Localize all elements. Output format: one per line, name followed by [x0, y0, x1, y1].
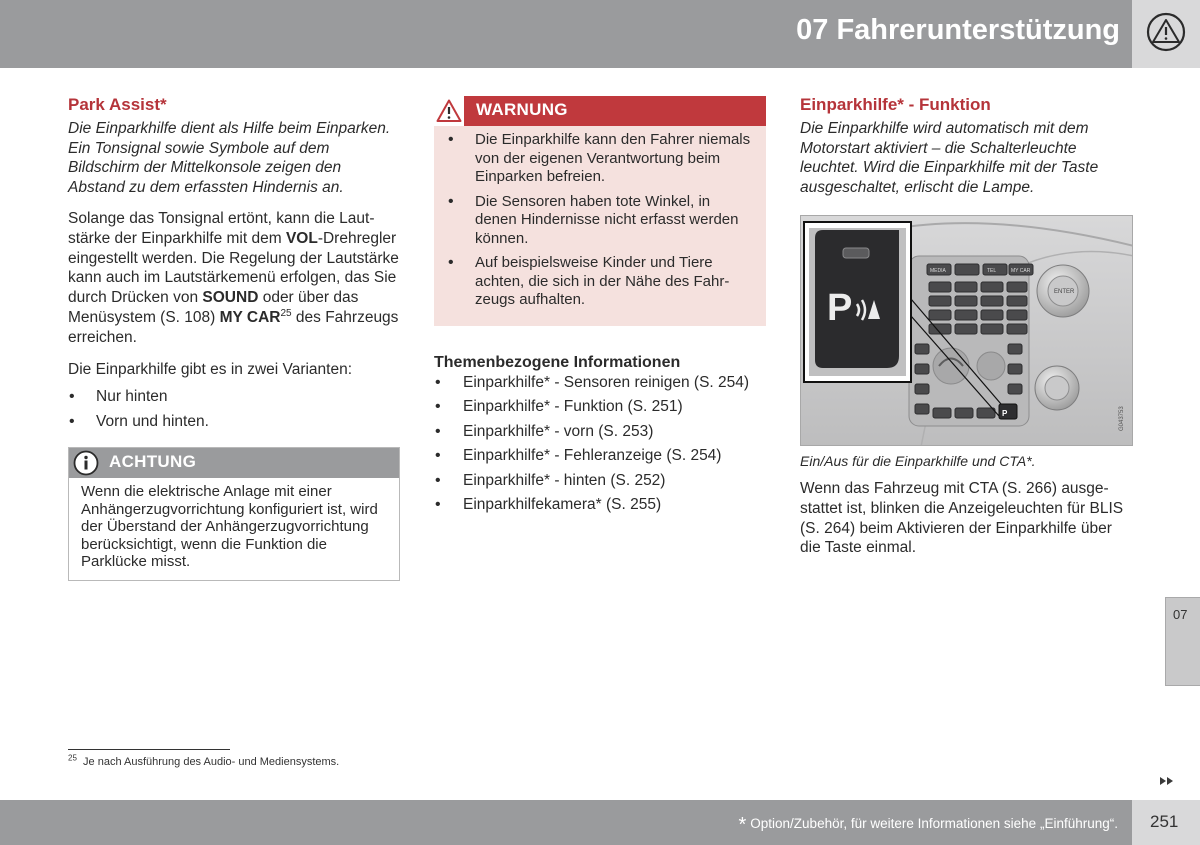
footer-note: * Option/Zubehör, für weitere Informationen siehe „Einführung“.	[738, 814, 1118, 836]
warnung-list	[434, 126, 766, 326]
header-icon-box	[1132, 0, 1200, 68]
figure-button-label: ENTER	[1054, 289, 1075, 295]
warnung-icon-box	[434, 96, 464, 126]
achtung-notice	[68, 447, 400, 581]
figure-caption: Ein/Aus für die Einparkhilfe und CTA*.	[800, 453, 1036, 469]
achtung-text: Wenn die elektrische Anlage mit einer Anhängerzugvorrichtung konfiguriert ist, wird der Überstand der Anhängerzugvorrichtung berücksichtigt, wenn die Funktion die Parklücke misst.	[81, 483, 378, 571]
cta-paragraph: Wenn das Fahrzeug mit CTA (S. 266) ausgestattet ist, blinken die Anzeigeleuchten für BLIS (S. 264) beim Aktivieren der Einparkhilfe über die Taste einmal.	[800, 480, 1124, 557]
list-item: • Nur hinten	[68, 387, 400, 407]
section-intro: Die Einparkhilfe dient als Hilfe beim Einparken. Ein Tonsignal sowie Symbole auf dem Bildschirm der Mittelkonsole zeigen den Abstand zu dem erfassten Hindernis an.	[68, 120, 391, 196]
page-number: 251	[1150, 812, 1179, 831]
continue-arrow-icon[interactable]	[1159, 776, 1175, 786]
warnung-label: WARNUNG	[476, 100, 568, 119]
related-link[interactable]: • Einparkhilfe* - Sensoren reinigen (S. 254)	[434, 373, 766, 393]
list-item: • Die Einparkhilfe kann den Fahrer niemals von der eigenen Verantwortung beim Einparken befreien.	[448, 131, 752, 187]
related-info-list	[434, 373, 766, 515]
warning-triangle-icon	[436, 99, 462, 123]
achtung-header	[69, 448, 399, 478]
section-intro: Die Einparkhilfe wird automatisch mit dem Motorstart aktiviert – die Schalterleuchte leuchtet. Wird die Einparkhilfe mit der Taste ausgeschaltet, erlischt die Lampe.	[800, 120, 1099, 196]
variants-list	[68, 387, 400, 431]
related-link[interactable]: • Einparkhilfe* - hinten (S. 252)	[434, 471, 766, 491]
footnote-number: 25	[68, 753, 77, 763]
column-left	[68, 94, 400, 581]
chapter-title: 07 Fahrerunterstützung	[796, 14, 1120, 46]
section-title-park-assist: Park Assist*	[68, 95, 167, 114]
figure-small-button-symbol: P	[1002, 409, 1008, 418]
figure-button-symbol: P	[827, 287, 853, 329]
volume-paragraph: Solange das Tonsignal ertönt, kann die Lautstärke der Einparkhilfe mit dem VOL-Drehregler eingestellt werden. Die Regelung der Lautstärke kann auch im Lautstärkemenü erfolgen, das Sie durch Drücken von SOUND oder über das Menüsystem (S. 108) MY CAR$^{25}$ des Fahrzeugs erreichen.	[68, 210, 399, 346]
page-number-box	[1132, 800, 1200, 845]
list-item: • Vorn und hinten.	[68, 412, 400, 432]
center-console-illustration	[801, 216, 1133, 446]
figure-button-label: MEDIA	[930, 268, 946, 274]
section-title-function: Einparkhilfe* - Funktion	[800, 95, 991, 114]
list-item: • Auf beispielsweise Kinder und Tiere achten, die sich in der Nähe des Fahrzeugs aufhalten.	[448, 254, 752, 310]
footnote-text: Je nach Ausführung des Audio- und Mediensystems.	[83, 756, 340, 768]
list-item: • Die Sensoren haben tote Winkel, in denen Hindernisse nicht erfasst werden können.	[448, 193, 752, 249]
related-info-title: Themenbezogene Informationen	[434, 353, 681, 371]
footnote-rule	[68, 749, 230, 750]
warnung-notice	[434, 96, 766, 326]
related-link[interactable]: • Einparkhilfe* - Fehleranzeige (S. 254)	[434, 446, 766, 466]
chapter-tab[interactable]	[1165, 597, 1200, 686]
achtung-label: ACHTUNG	[109, 452, 197, 472]
figure-id: G043753	[1119, 406, 1125, 431]
warnung-header	[434, 96, 766, 126]
figure-button-label: MY CAR	[1011, 268, 1031, 274]
chapter-tab-label: 07	[1173, 607, 1188, 622]
figure-button-label: TEL	[987, 268, 997, 274]
info-icon	[73, 450, 99, 476]
footnote-ref: 25	[280, 307, 292, 319]
footnote	[68, 753, 340, 768]
related-link[interactable]: • Einparkhilfe* - vorn (S. 253)	[434, 422, 766, 442]
warning-triangle-icon	[1146, 12, 1186, 52]
related-link[interactable]: • Einparkhilfekamera* (S. 255)	[434, 495, 766, 515]
related-link[interactable]: • Einparkhilfe* - Funktion (S. 251)	[434, 397, 766, 417]
page-header	[0, 0, 1200, 68]
console-figure	[800, 215, 1133, 446]
variants-paragraph: Die Einparkhilfe gibt es in zwei Varianten:	[68, 360, 353, 378]
column-right	[800, 94, 1134, 558]
page-footer	[0, 800, 1200, 845]
column-middle	[434, 96, 766, 520]
